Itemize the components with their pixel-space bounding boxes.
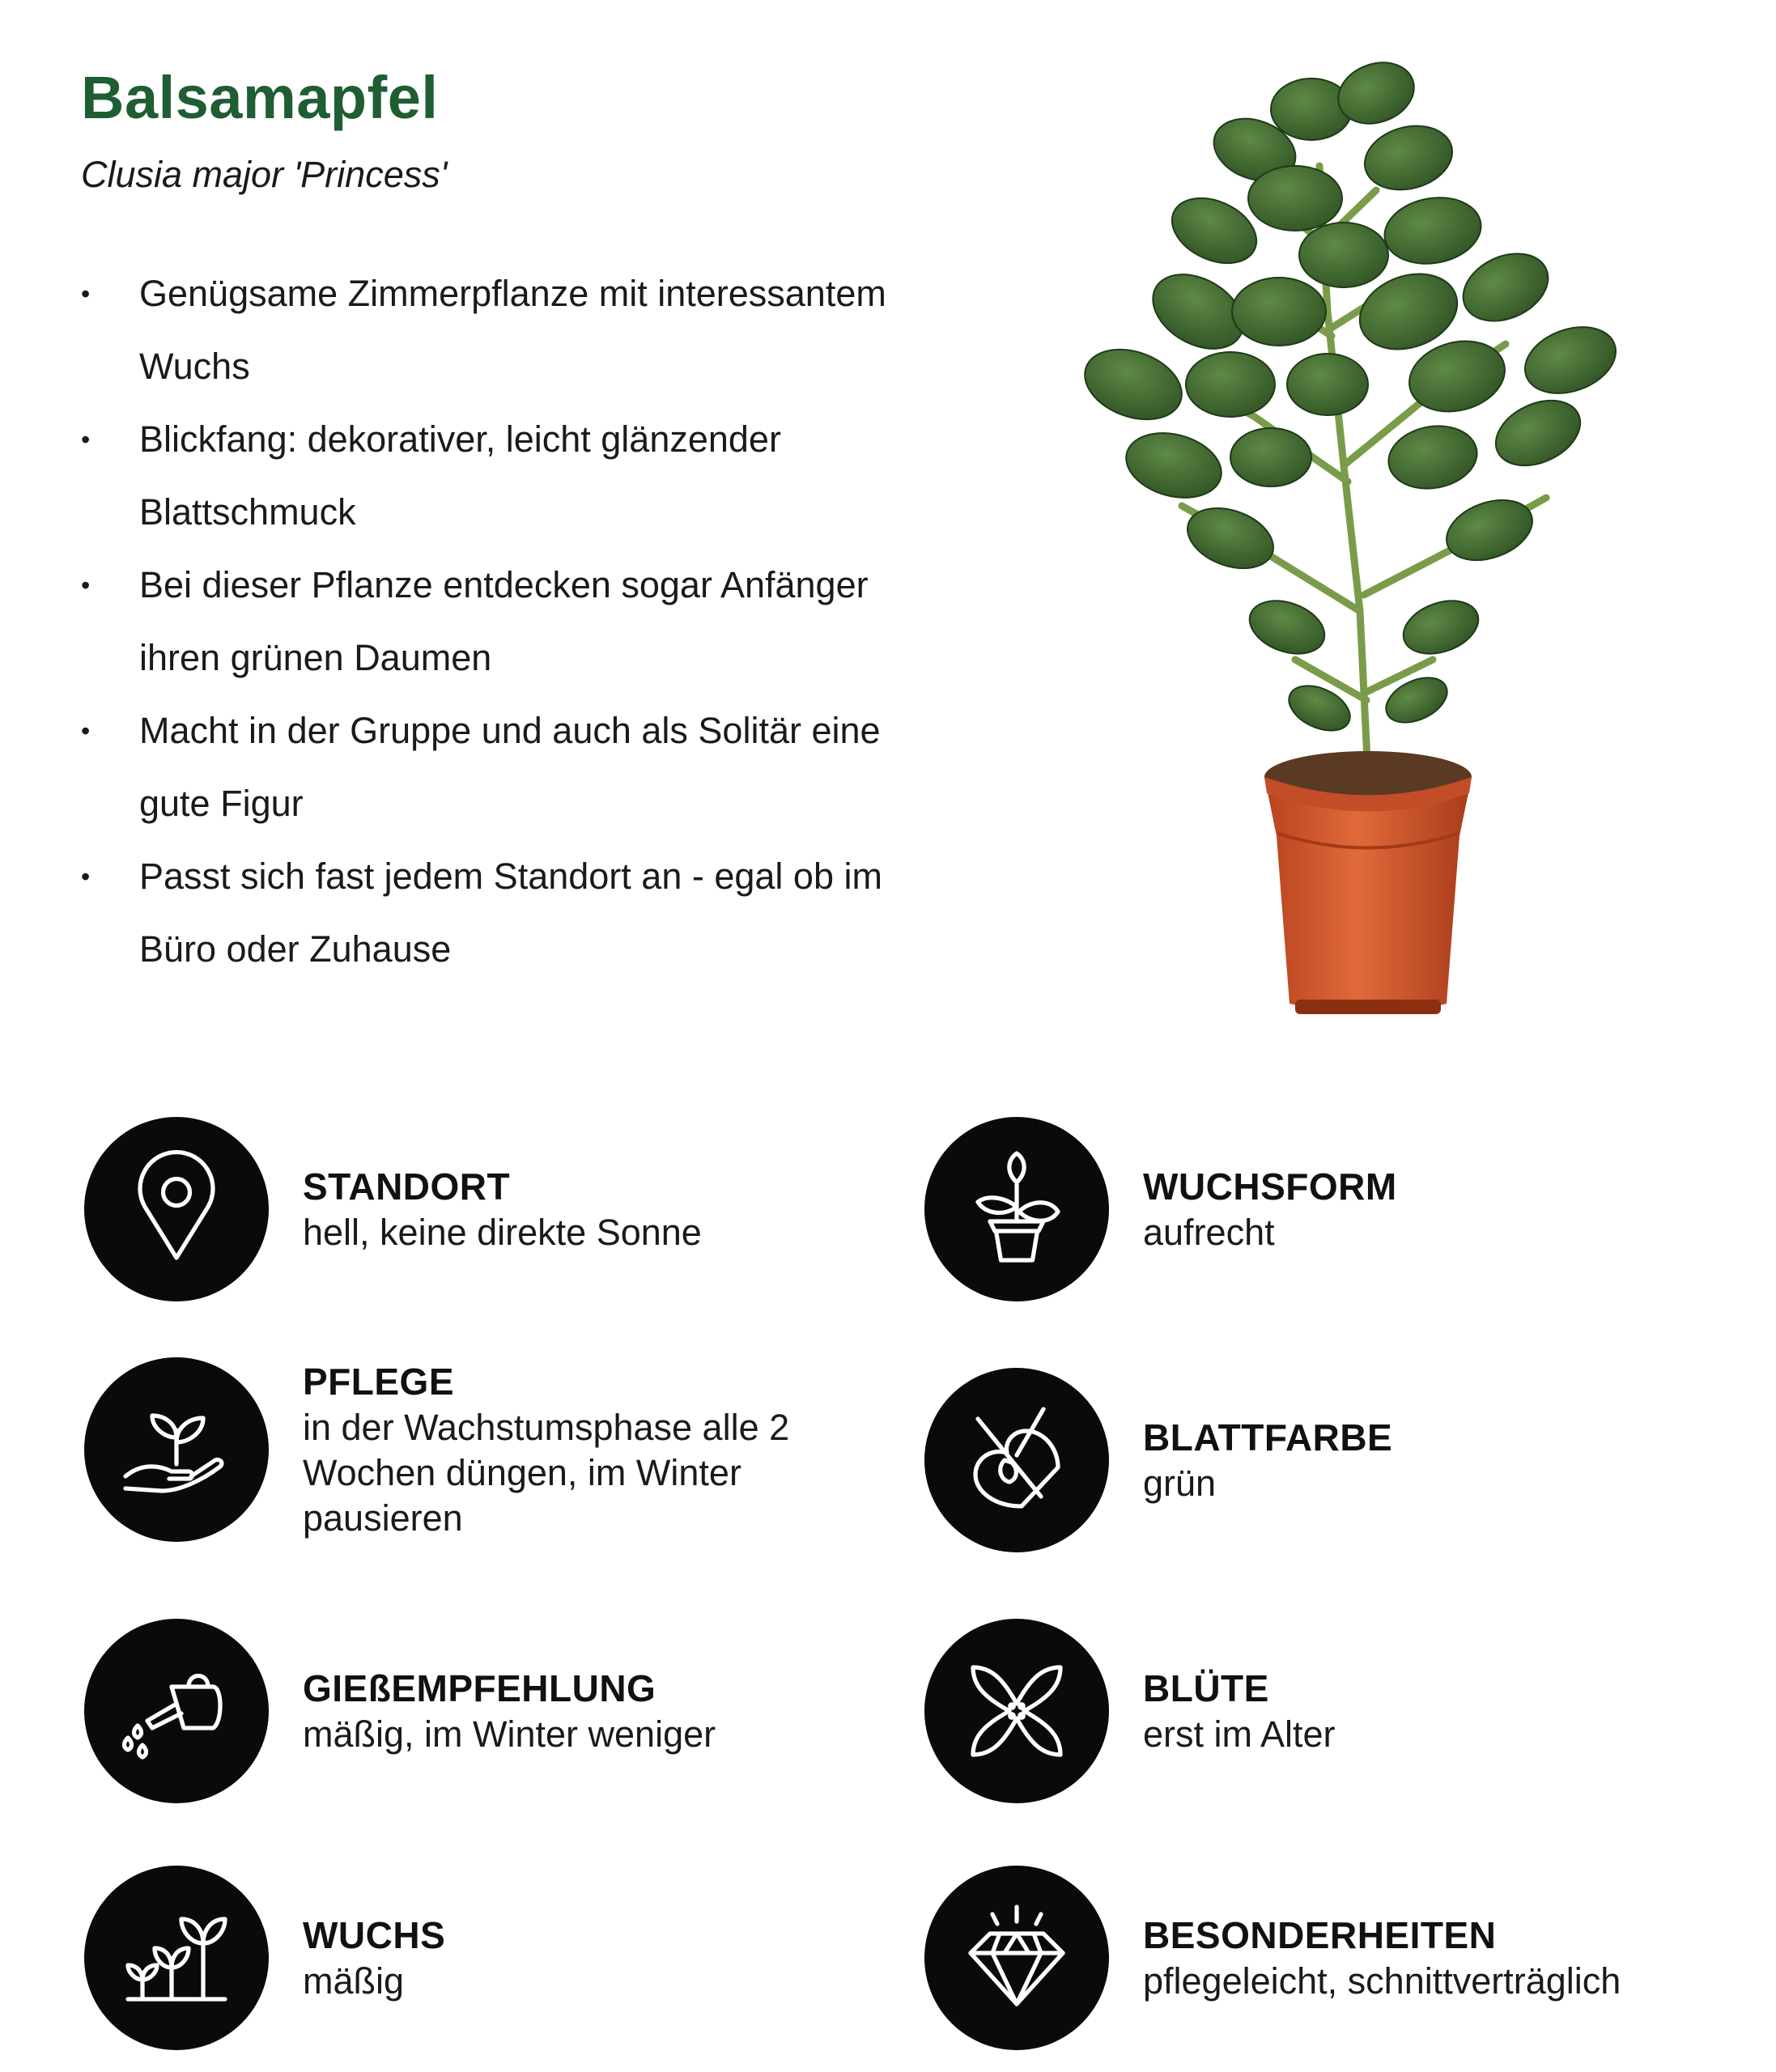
feature-label: BESONDERHEITEN — [1143, 1914, 1497, 1956]
feature-giessempfehlung — [84, 1619, 716, 1803]
flower-icon — [924, 1619, 1109, 1803]
feature-blattfarbe — [924, 1368, 1392, 1552]
feature-value: aufrecht — [1143, 1212, 1275, 1253]
sprouts-icon — [84, 1866, 269, 2050]
location-pin-icon — [84, 1117, 269, 1301]
feature-label: BLATTFARBE — [1143, 1416, 1393, 1458]
feature-label: PFLEGE — [303, 1361, 455, 1403]
feature-standort — [84, 1117, 702, 1301]
feature-wuchs — [84, 1866, 445, 2050]
plant-image — [1052, 45, 1684, 1032]
feature-value: in der Wachstumsphase alle 2 Wochen düngen, im Winter pausieren — [303, 1407, 790, 1539]
feature-besonderheiten — [924, 1866, 1621, 2050]
seedling-hand-icon — [84, 1357, 269, 1542]
bullet-item: • Genügsame Zimmerpflanze mit interessantem Wuchs — [81, 257, 931, 403]
potted-plant-icon — [924, 1117, 1109, 1301]
feature-wuchsform — [924, 1117, 1397, 1301]
feature-value: mäßig, im Winter weniger — [303, 1713, 716, 1755]
leaf-brush-icon — [924, 1368, 1109, 1552]
feature-label: WUCHSFORM — [1143, 1166, 1397, 1208]
feature-value: pflegeleicht, schnittverträglich — [1143, 1960, 1621, 2002]
feature-bullet-list — [81, 257, 931, 986]
feature-label: GIEßEMPFEHLUNG — [303, 1667, 656, 1709]
feature-pflege — [84, 1357, 853, 1542]
feature-value: erst im Alter — [1143, 1713, 1336, 1755]
diamond-icon — [924, 1866, 1109, 2050]
bullet-item: • Passt sich fast jedem Standort an - egal ob im Büro oder Zuhause — [81, 840, 931, 986]
botanical-name: Clusia major 'Princess' — [81, 154, 448, 195]
feature-label: WUCHS — [303, 1914, 446, 1956]
bullet-item: • Blickfang: dekorativer, leicht glänzender Blattschmuck — [81, 403, 931, 549]
watering-can-icon — [84, 1619, 269, 1803]
feature-bluete — [924, 1619, 1336, 1803]
bullet-item: • Macht in der Gruppe und auch als Solitär eine gute Figur — [81, 694, 931, 840]
feature-value: hell, keine direkte Sonne — [303, 1212, 702, 1253]
feature-label: BLÜTE — [1143, 1667, 1269, 1709]
feature-value: grün — [1143, 1463, 1217, 1504]
feature-label: STANDORT — [303, 1166, 511, 1208]
product-title: Balsamapfel — [81, 64, 439, 131]
bullet-item: • Bei dieser Pflanze entdecken sogar Anfänger ihren grünen Daumen — [81, 549, 931, 694]
feature-value: mäßig — [303, 1960, 405, 2002]
